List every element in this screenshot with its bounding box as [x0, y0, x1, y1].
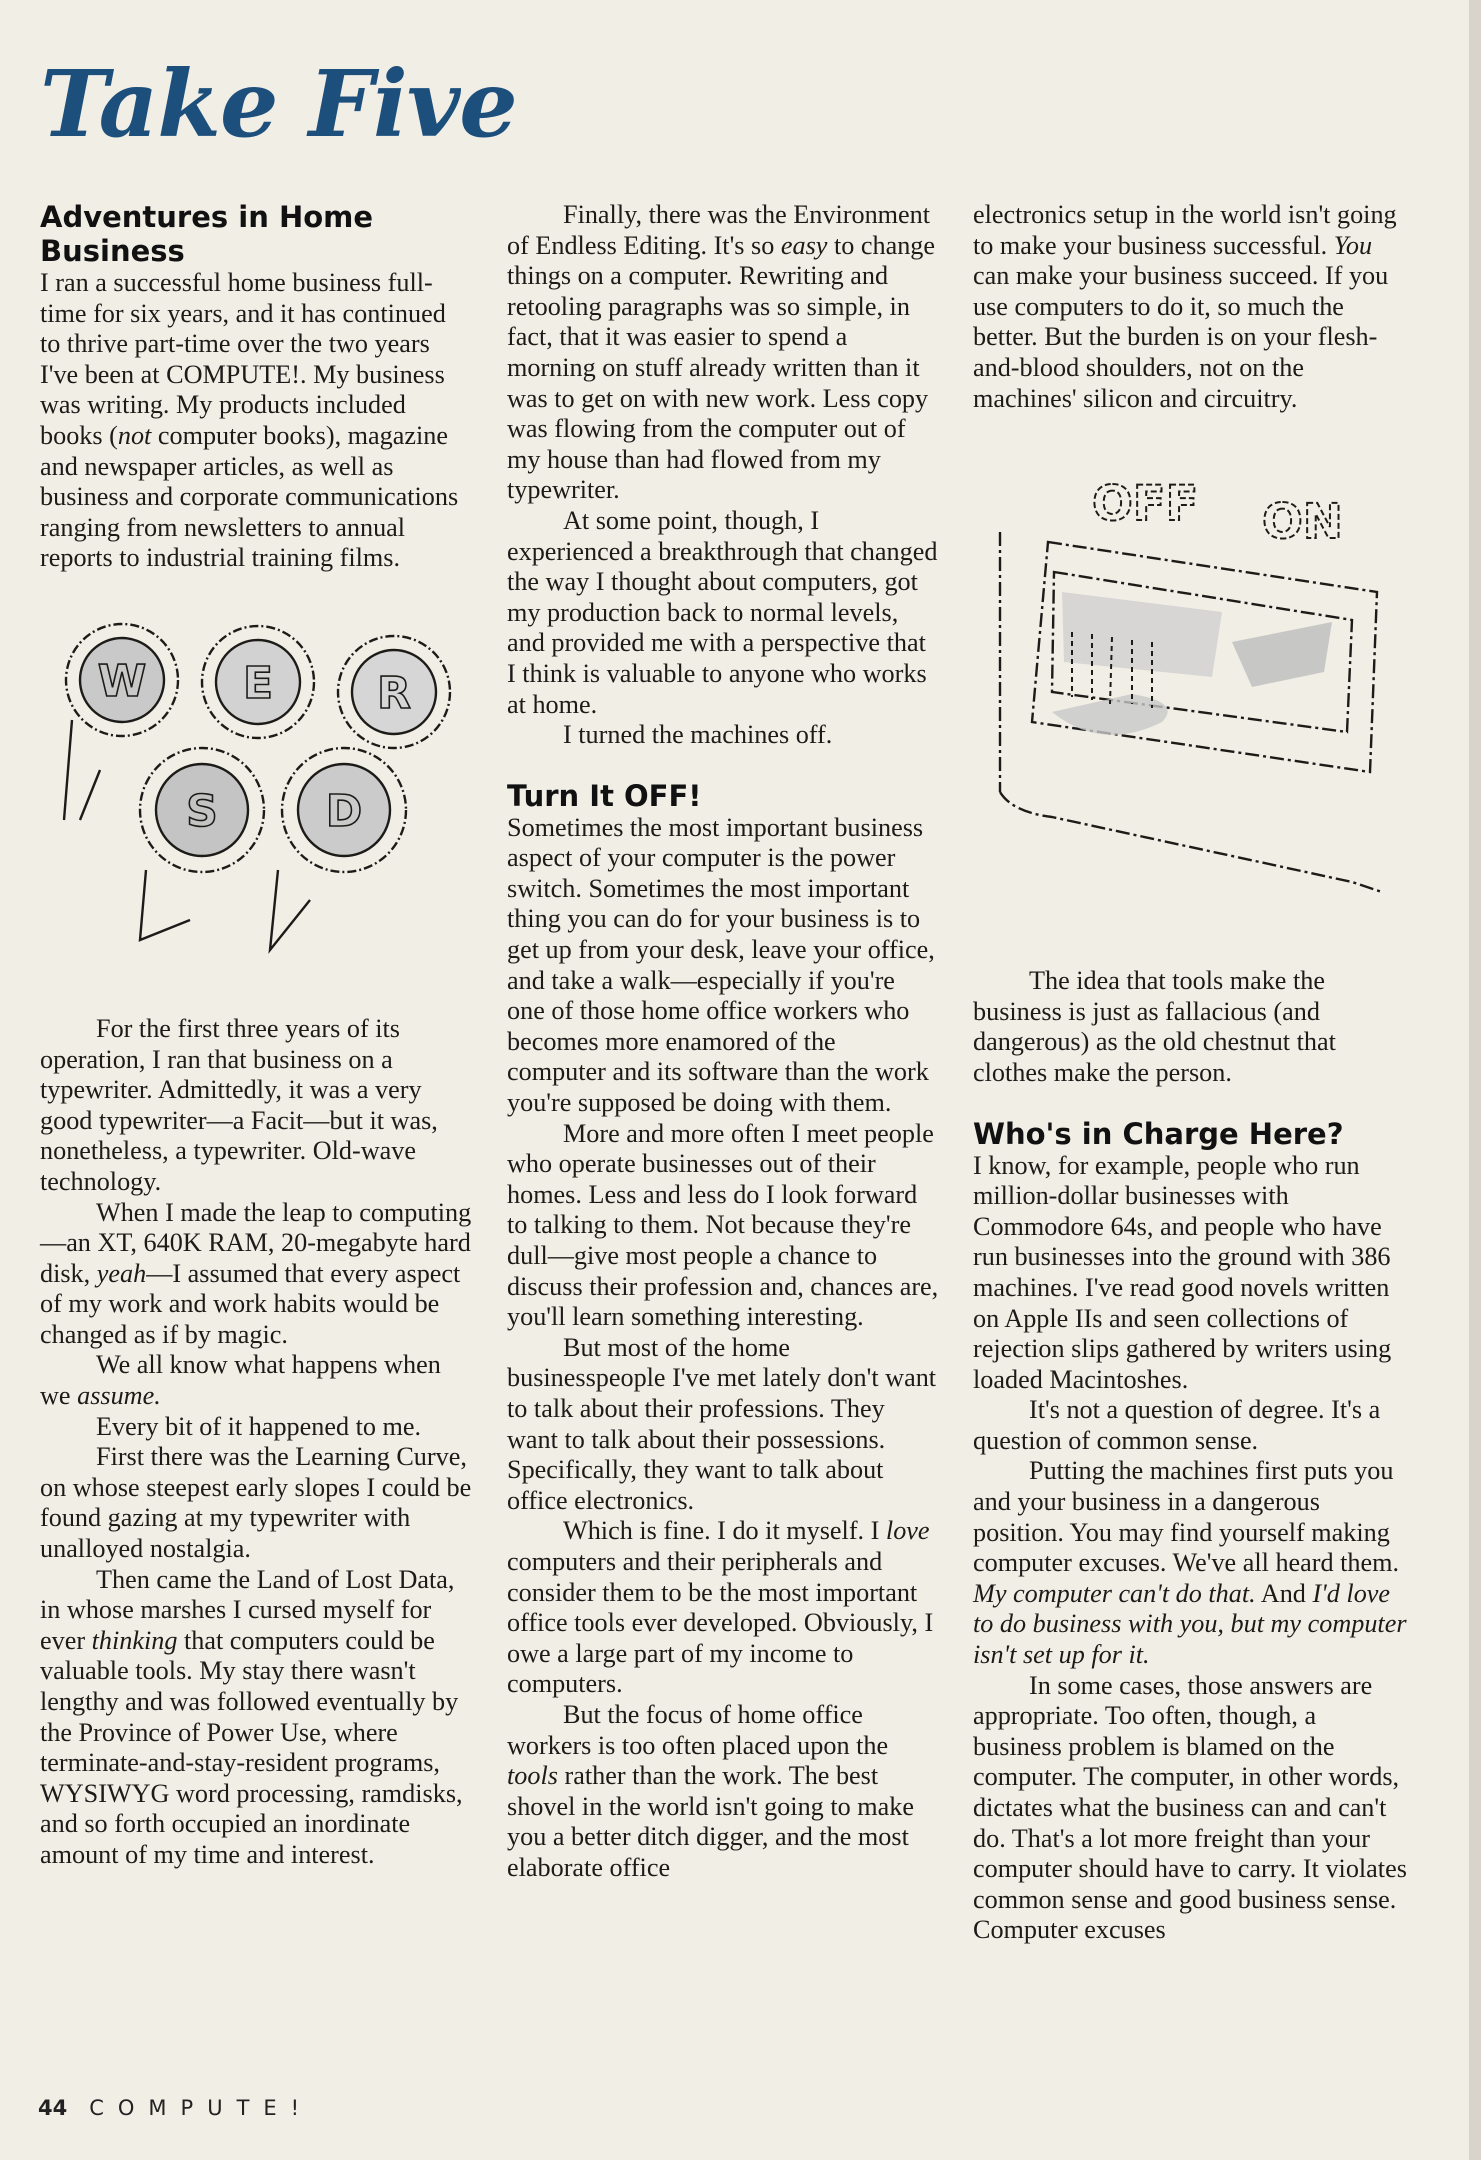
- section-heading-turn-it-off: Turn It OFF!: [507, 778, 702, 813]
- paragraph: Putting the machines first puts you and your business in a dangerous position. You may find yourself making computer excuses. We've all heard them. My computer can't do that. And I'd love to do business with you, but my computer isn't set up for it.: [973, 1456, 1407, 1670]
- paragraph: In some cases, those answers are appropriate. Too often, though, a business problem is blamed on the computer. The computer, in other words, dictates what the business can and can't do. That's a lot more freight than your computer should have to carry. It violates common sense and good business sense. Computer excuses: [973, 1670, 1407, 1945]
- paragraph: The idea that tools make the business is just as fallacious (and dangerous) as the old chestnut that clothes make the person.: [973, 966, 1336, 1087]
- page-title: Take Five: [40, 50, 517, 158]
- paragraph: For the first three years of its operation, I ran that business on a typewriter. Admittedly, it was a very good typewriter—a Facit—but it was, nonetheless, a typewriter. Old-wave technology.: [40, 1013, 438, 1196]
- section-heading-whos-in-charge: Who's in Charge Here?: [973, 1116, 1344, 1151]
- key-label: D: [325, 785, 363, 837]
- page-number: 44: [38, 2096, 68, 2120]
- paragraph: First there was the Learning Curve, on whose steepest early slopes I could be found gazing at my typewriter with unalloyed nostalgia.: [40, 1442, 472, 1564]
- paragraph: When I made the leap to computing—an XT, 640K RAM, 20-megabyte hard disk, yeah—I assumed that every aspect of my work and work habits would be changed as if by magic.: [40, 1197, 472, 1349]
- section-heading-adventures: Adventures in Home Business: [40, 200, 374, 268]
- switch-on-label: ON: [1262, 494, 1343, 551]
- paragraph: electronics setup in the world isn't going to make your business successful. You can make your business succeed. If you use computers to do it, so much the better. But the burden is on your flesh-and-blood shoulders, not on the machines' silicon and circuitry.: [973, 200, 1397, 413]
- paragraph: More and more often I meet people who operate businesses out of their homes. Less and less do I look forward to talking to them. Not because they're dull—give most people a chance to discuss their profession and, chances are, you'll learn something interesting.: [507, 1118, 939, 1332]
- paragraph: We all know what happens when we assume.: [40, 1350, 441, 1411]
- paragraph: At some point, though, I experienced a breakthrough that changed the way I thought about computers, got my production back to normal levels, and provided me with a perspective that I think is valuable to anyone who works at home.: [507, 505, 938, 719]
- page-footer: [38, 2096, 313, 2120]
- magazine-name: COMPUTE!: [89, 2096, 314, 2120]
- paragraph: Sometimes the most important business aspect of your computer is the power switch. Sometimes the most important thing you can do for your business is to get up from your desk, leave your office, and take a walk—especially if you're one of those home office workers who becomes more enamored of the computer and its software than the work you're supposed be doing with them.: [507, 812, 935, 1118]
- paragraph: Finally, there was the Environment of Endless Editing. It's so easy to change things on a computer. Rewriting and retooling paragraphs was so simple, in fact, that it was easier to spend a morning on stuff already written than it was to get on with new work. Less copy was flowing from the computer out of my house than had flowed from my typewriter.: [507, 200, 936, 505]
- key-label: E: [242, 657, 274, 709]
- page-edge: [1469, 0, 1481, 2160]
- keyboard-keys-illustration: [50, 620, 462, 960]
- paragraph: It's not a question of degree. It's a question of common sense.: [973, 1395, 1381, 1455]
- paragraph: Which is fine. I do it myself. I love computers and their peripherals and consider them to be the most important office tools ever developed. Obviously, I owe a large part of my income to computers.: [507, 1516, 934, 1699]
- column-3: [973, 200, 1411, 1946]
- paragraph: I turned the machines off.: [563, 720, 833, 750]
- paragraph: Then came the Land of Lost Data, in whose marshes I cursed myself for ever thinking that computers could be valuable tools. My stay there wasn't lengthy and was followed eventually by the Province of Power Use, where terminate-and-stay-resident programs, WYSIWYG word processing, ramdisks, and so forth occupied an inordinate amount of my time and interest.: [40, 1564, 463, 1869]
- column-2: [507, 200, 939, 1883]
- paragraph: I know, for example, people who run million-dollar businesses with Commodore 64s, and people who have run businesses into the ground with 386 machines. I've read good novels written on Apple IIs and seen collections of rejection slips gathered by writers using loaded Macintoshes.: [973, 1150, 1392, 1394]
- power-switch-illustration: [992, 472, 1392, 902]
- key-label: S: [186, 785, 218, 837]
- paragraph: But most of the home businesspeople I've met lately don't want to talk about their professions. They want to talk about their possessions. Specifically, they want to talk about office electronics.: [507, 1332, 937, 1515]
- paragraph: Every bit of it happened to me.: [96, 1411, 422, 1441]
- key-label: W: [97, 655, 147, 707]
- switch-off-label: OFF: [1092, 476, 1199, 533]
- paragraph: I ran a successful home business full-time for six years, and it has continued to thrive part-time over the two years I've been at COMPUTE!. My business was writing. My products included books (not computer books), magazine and newspaper articles, as well as business and corporate communications ranging from newsletters to annual reports to industrial training films.: [40, 268, 459, 573]
- column-1: [40, 200, 472, 1871]
- key-label: R: [377, 667, 411, 719]
- paragraph: But the focus of home office workers is too often placed upon the tools rather than the work. The best shovel in the world isn't going to make you a better ditch digger, and the most elaborate office: [507, 1699, 914, 1882]
